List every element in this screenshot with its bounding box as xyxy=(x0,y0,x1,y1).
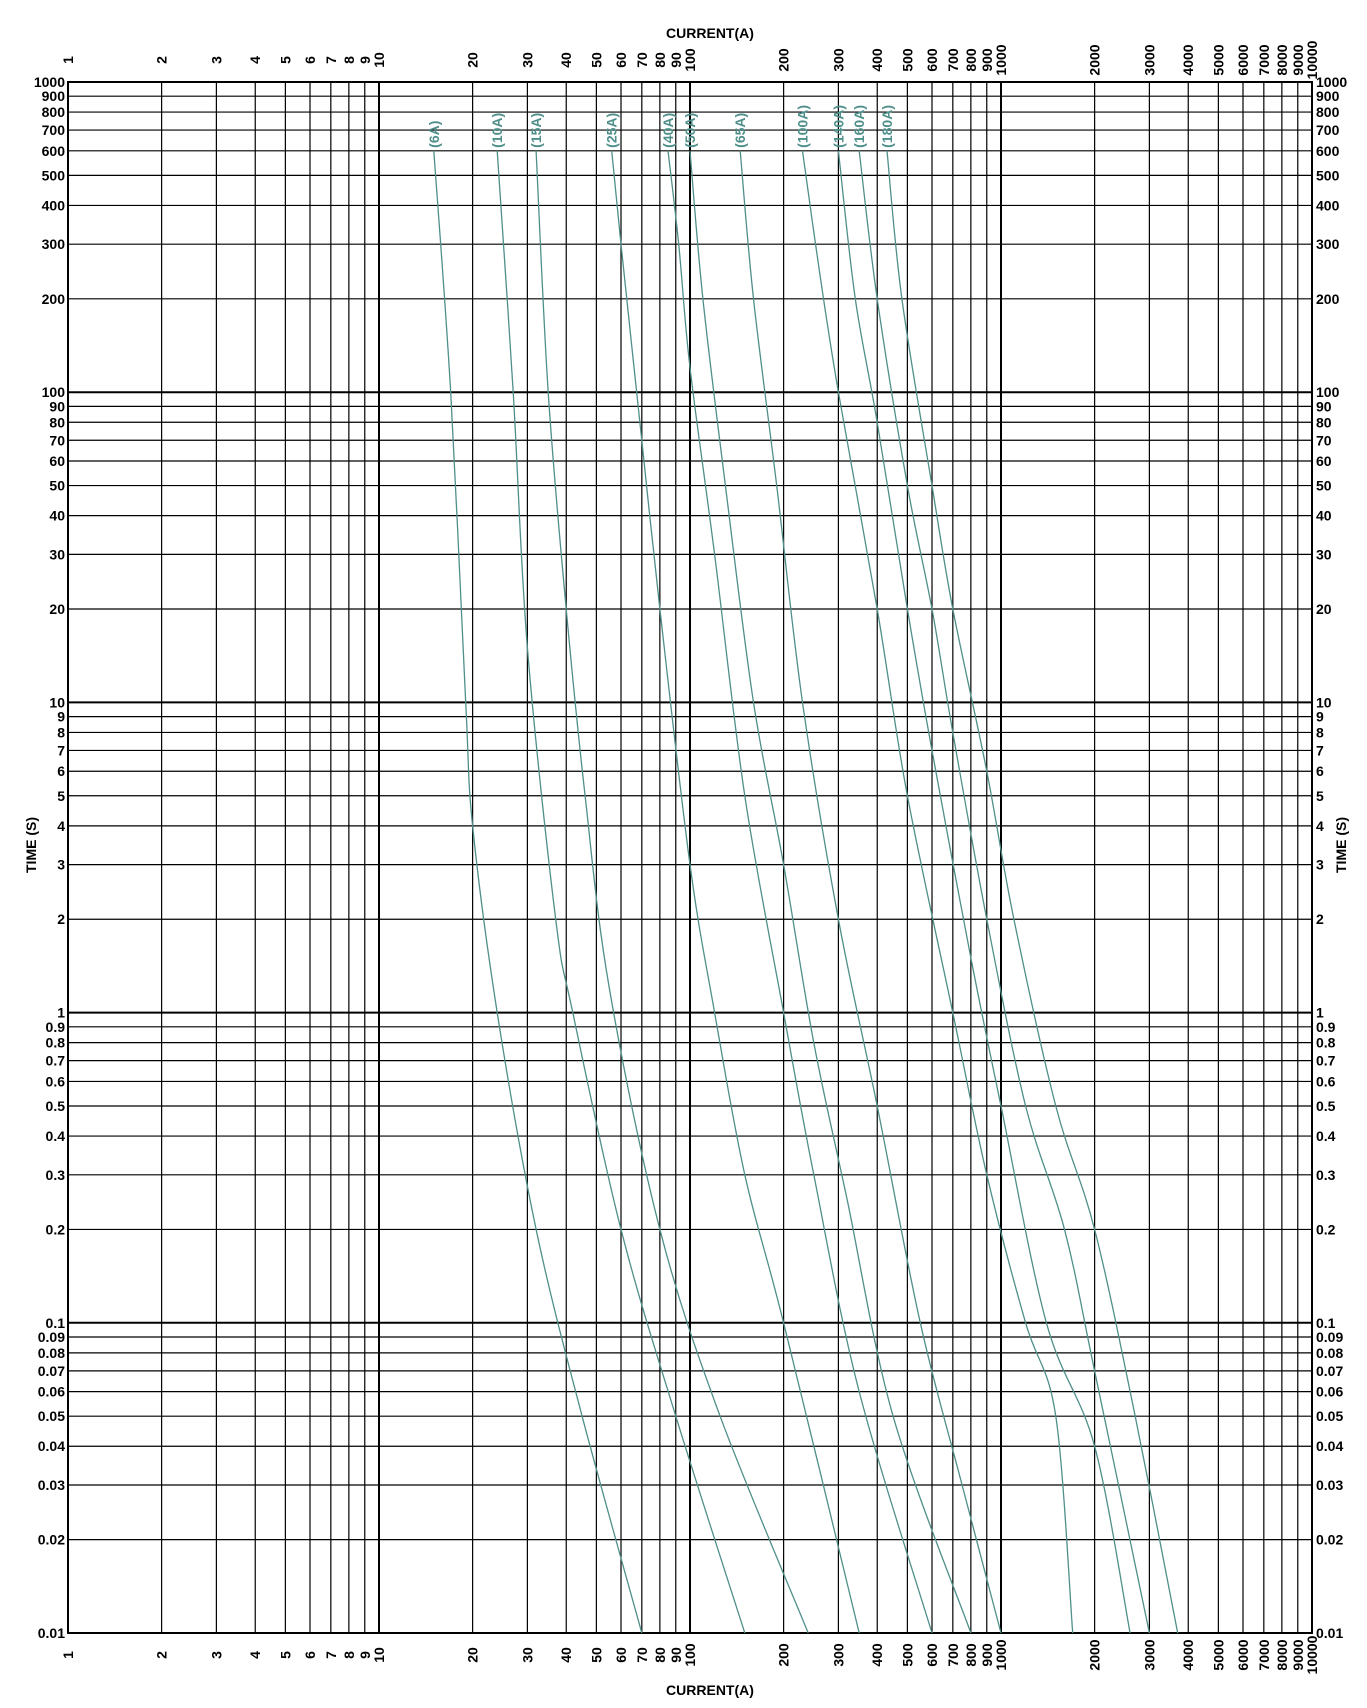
y-tick-label-right: 5 xyxy=(1316,787,1324,804)
y-tick-label-left: 80 xyxy=(49,414,65,431)
y-tick-label-right: 8 xyxy=(1316,724,1324,741)
curve-label: (160A) xyxy=(851,105,868,148)
x-tick-label-top: 800 xyxy=(962,48,979,72)
y-tick-label-left: 2 xyxy=(57,911,65,928)
x-tick-label-bottom: 7 xyxy=(322,1651,339,1659)
x-tick-label-top: 5000 xyxy=(1210,44,1227,76)
x-tick-label-top: 1000 xyxy=(993,44,1009,76)
y-tick-label-left: 70 xyxy=(49,432,65,449)
fuse-curve xyxy=(612,151,860,1633)
x-tick-label-top: 6000 xyxy=(1235,44,1252,76)
x-tick-label-top: 700 xyxy=(944,48,961,72)
y-axis-title-left: TIME (S) xyxy=(23,817,39,873)
curve-label: (180A) xyxy=(879,105,896,148)
y-tick-label-left: 8 xyxy=(57,724,65,741)
y-tick-label-right: 0.1 xyxy=(1316,1314,1336,1331)
y-tick-label-left: 0.09 xyxy=(37,1328,65,1345)
x-tick-label-top: 10 xyxy=(371,52,387,68)
x-tick-label-bottom: 200 xyxy=(775,1643,792,1667)
y-tick-label-right: 0.02 xyxy=(1316,1531,1344,1548)
y-tick-label-left: 40 xyxy=(49,507,65,524)
x-tick-label-top: 90 xyxy=(667,52,684,68)
y-tick-label-right: 200 xyxy=(1316,290,1340,307)
y-tick-label-left: 0.01 xyxy=(37,1625,65,1641)
y-tick-label-right: 1000 xyxy=(1316,74,1348,90)
y-tick-label-left: 600 xyxy=(41,142,65,159)
y-tick-label-left: 0.2 xyxy=(45,1221,65,1238)
curve-label: (40A) xyxy=(660,112,677,148)
y-tick-label-left: 3 xyxy=(57,856,65,873)
x-tick-label-top: 5 xyxy=(277,56,294,64)
y-tick-label-left: 100 xyxy=(41,384,65,401)
x-tick-label-top: 400 xyxy=(869,48,886,72)
fuse-curve xyxy=(690,151,971,1633)
x-tick-label-top: 900 xyxy=(978,48,995,72)
x-tick-label-bottom: 8 xyxy=(340,1651,357,1659)
fuse-curve xyxy=(668,151,932,1633)
y-tick-label-left: 700 xyxy=(41,122,65,139)
curve-label: (15A) xyxy=(528,112,545,148)
y-tick-label-right: 0.2 xyxy=(1316,1221,1336,1238)
x-tick-label-bottom: 10 xyxy=(371,1647,387,1663)
y-tick-label-left: 4 xyxy=(57,817,65,834)
y-tick-label-left: 0.9 xyxy=(45,1018,65,1035)
y-tick-label-left: 0.08 xyxy=(37,1344,65,1361)
y-tick-label-left: 5 xyxy=(57,787,65,804)
y-tick-label-left: 200 xyxy=(41,290,65,307)
fuse-curve xyxy=(838,151,1130,1633)
x-tick-label-top: 500 xyxy=(899,48,916,72)
y-tick-label-right: 0.03 xyxy=(1316,1476,1344,1493)
y-tick-label-left: 900 xyxy=(41,88,65,105)
curve-label: (100A) xyxy=(794,105,811,148)
y-tick-label-right: 50 xyxy=(1316,477,1332,494)
y-tick-label-left: 1000 xyxy=(33,74,65,90)
y-tick-label-right: 80 xyxy=(1316,414,1332,431)
x-tick-label-bottom: 6 xyxy=(302,1651,319,1659)
fuse-curve xyxy=(740,151,1001,1633)
x-tick-label-top: 1 xyxy=(60,56,76,64)
x-tick-label-bottom: 3000 xyxy=(1141,1639,1158,1671)
x-tick-label-bottom: 5 xyxy=(277,1651,294,1659)
x-tick-label-top: 9 xyxy=(356,56,373,64)
y-tick-label-left: 0.04 xyxy=(37,1438,65,1455)
x-tick-label-bottom: 600 xyxy=(924,1643,941,1667)
y-tick-label-left: 60 xyxy=(49,453,65,470)
x-tick-label-top: 8 xyxy=(340,56,357,64)
x-tick-label-top: 7000 xyxy=(1255,44,1272,76)
y-tick-label-right: 800 xyxy=(1316,104,1340,121)
curve-label: (10A) xyxy=(489,112,506,148)
x-tick-label-top: 20 xyxy=(464,52,481,68)
x-tick-label-bottom: 5000 xyxy=(1210,1639,1227,1671)
y-tick-label-left: 0.5 xyxy=(45,1097,65,1114)
x-tick-label-bottom: 90 xyxy=(667,1647,684,1663)
y-tick-label-right: 40 xyxy=(1316,507,1332,524)
y-tick-label-left: 0.07 xyxy=(37,1362,65,1379)
curve-label: (65A) xyxy=(732,112,749,148)
x-tick-label-bottom: 1 xyxy=(60,1651,76,1659)
y-tick-label-left: 90 xyxy=(49,398,65,415)
y-tick-label-left: 0.3 xyxy=(45,1166,65,1183)
x-tick-label-top: 200 xyxy=(775,48,792,72)
curve-label: (25A) xyxy=(603,112,620,148)
y-tick-label-right: 0.01 xyxy=(1316,1625,1344,1641)
y-tick-label-right: 0.07 xyxy=(1316,1362,1344,1379)
y-tick-label-right: 400 xyxy=(1316,197,1340,214)
x-tick-label-bottom: 60 xyxy=(613,1647,630,1663)
x-tick-label-top: 6 xyxy=(302,56,319,64)
fuse-curve xyxy=(803,151,1073,1633)
x-tick-label-bottom: 1000 xyxy=(993,1639,1009,1671)
y-tick-label-left: 50 xyxy=(49,477,65,494)
y-tick-label-right: 0.5 xyxy=(1316,1097,1336,1114)
x-tick-label-bottom: 10000 xyxy=(1304,1635,1320,1675)
x-tick-label-top: 10000 xyxy=(1304,40,1320,80)
x-tick-label-top: 2 xyxy=(153,56,170,64)
y-tick-label-right: 900 xyxy=(1316,88,1340,105)
x-tick-label-top: 100 xyxy=(682,48,698,72)
y-tick-label-right: 10 xyxy=(1316,694,1332,711)
x-axis-title-top: CURRENT(A) xyxy=(666,25,754,41)
x-tick-label-bottom: 7000 xyxy=(1255,1639,1272,1671)
x-tick-label-top: 2000 xyxy=(1086,44,1103,76)
y-tick-label-right: 0.3 xyxy=(1316,1166,1336,1183)
x-tick-label-bottom: 300 xyxy=(830,1643,847,1667)
y-tick-label-left: 0.7 xyxy=(45,1052,65,1069)
curve-label: (140A) xyxy=(830,105,847,148)
x-tick-label-bottom: 2 xyxy=(153,1651,170,1659)
x-tick-label-top: 50 xyxy=(588,52,605,68)
y-axis-title-right: TIME (S) xyxy=(1333,817,1349,873)
y-tick-label-right: 70 xyxy=(1316,432,1332,449)
x-tick-label-bottom: 50 xyxy=(588,1647,605,1663)
x-tick-label-bottom: 9000 xyxy=(1289,1639,1306,1671)
x-tick-label-top: 70 xyxy=(633,52,650,68)
y-tick-label-left: 500 xyxy=(41,167,65,184)
y-tick-label-left: 800 xyxy=(41,104,65,121)
y-tick-label-right: 300 xyxy=(1316,236,1340,253)
y-tick-label-right: 700 xyxy=(1316,122,1340,139)
fuse-curve xyxy=(887,151,1178,1633)
fuse-curve xyxy=(434,151,642,1633)
y-tick-label-left: 0.03 xyxy=(37,1476,65,1493)
x-tick-label-bottom: 40 xyxy=(558,1647,575,1663)
y-tick-label-left: 0.02 xyxy=(37,1531,65,1548)
y-tick-label-right: 3 xyxy=(1316,856,1324,873)
x-tick-label-bottom: 4000 xyxy=(1180,1639,1197,1671)
x-tick-label-top: 8000 xyxy=(1273,44,1290,76)
grid-lines xyxy=(68,82,1312,1633)
x-tick-label-bottom: 100 xyxy=(682,1643,698,1667)
y-tick-label-right: 60 xyxy=(1316,453,1332,470)
x-axis-title-bottom: CURRENT(A) xyxy=(666,1682,754,1698)
x-tick-label-top: 60 xyxy=(613,52,630,68)
x-tick-label-bottom: 80 xyxy=(651,1647,668,1663)
x-tick-label-bottom: 30 xyxy=(519,1647,536,1663)
x-tick-label-top: 7 xyxy=(322,56,339,64)
x-tick-label-top: 4000 xyxy=(1180,44,1197,76)
y-tick-label-right: 1 xyxy=(1316,1004,1324,1021)
x-tick-label-bottom: 9 xyxy=(356,1651,373,1659)
x-tick-label-top: 3000 xyxy=(1141,44,1158,76)
x-tick-label-bottom: 4 xyxy=(247,1651,264,1659)
y-tick-label-left: 1 xyxy=(57,1004,65,1021)
y-tick-label-left: 0.06 xyxy=(37,1383,65,1400)
y-tick-label-left: 0.6 xyxy=(45,1073,65,1090)
y-tick-label-right: 0.7 xyxy=(1316,1052,1336,1069)
y-tick-label-right: 0.09 xyxy=(1316,1328,1344,1345)
y-tick-label-right: 0.4 xyxy=(1316,1128,1336,1145)
y-tick-label-left: 10 xyxy=(49,694,65,711)
curves xyxy=(434,151,1178,1633)
y-tick-label-left: 20 xyxy=(49,601,65,618)
x-tick-label-bottom: 70 xyxy=(633,1647,650,1663)
y-tick-label-right: 600 xyxy=(1316,142,1340,159)
x-tick-label-bottom: 700 xyxy=(944,1643,961,1667)
y-tick-label-right: 0.9 xyxy=(1316,1018,1336,1035)
y-tick-label-left: 400 xyxy=(41,197,65,214)
y-tick-label-right: 2 xyxy=(1316,911,1324,928)
y-tick-label-left: 30 xyxy=(49,546,65,563)
y-tick-label-right: 30 xyxy=(1316,546,1332,563)
y-tick-label-right: 4 xyxy=(1316,817,1324,834)
fuse-curve xyxy=(536,151,808,1633)
x-tick-label-top: 80 xyxy=(651,52,668,68)
y-tick-label-left: 0.05 xyxy=(37,1408,65,1425)
y-tick-label-right: 7 xyxy=(1316,742,1324,759)
x-tick-label-top: 9000 xyxy=(1289,44,1306,76)
x-tick-label-bottom: 2000 xyxy=(1086,1639,1103,1671)
x-tick-label-top: 600 xyxy=(924,48,941,72)
y-tick-label-right: 0.05 xyxy=(1316,1408,1344,1425)
x-tick-label-top: 3 xyxy=(208,56,225,64)
y-tick-label-right: 0.6 xyxy=(1316,1073,1336,1090)
y-tick-label-right: 0.8 xyxy=(1316,1034,1336,1051)
x-tick-label-top: 40 xyxy=(558,52,575,68)
y-tick-label-left: 6 xyxy=(57,763,65,780)
x-tick-label-bottom: 400 xyxy=(869,1643,886,1667)
x-tick-label-top: 4 xyxy=(247,56,264,64)
y-tick-label-left: 9 xyxy=(57,708,65,725)
y-tick-label-right: 20 xyxy=(1316,601,1332,618)
y-tick-label-left: 0.1 xyxy=(45,1314,65,1331)
y-tick-label-left: 300 xyxy=(41,236,65,253)
y-tick-label-right: 90 xyxy=(1316,398,1332,415)
x-tick-label-bottom: 800 xyxy=(962,1643,979,1667)
y-tick-label-right: 100 xyxy=(1316,384,1340,401)
y-tick-label-left: 7 xyxy=(57,742,65,759)
x-tick-label-bottom: 20 xyxy=(464,1647,481,1663)
curve-label: (6A) xyxy=(425,120,442,148)
x-tick-label-bottom: 6000 xyxy=(1235,1639,1252,1671)
y-tick-label-right: 0.08 xyxy=(1316,1344,1344,1361)
x-tick-label-top: 30 xyxy=(519,52,536,68)
y-tick-label-right: 0.06 xyxy=(1316,1383,1344,1400)
curve-label: (50A) xyxy=(682,112,698,148)
y-tick-label-right: 9 xyxy=(1316,708,1324,725)
fuse-curve xyxy=(859,151,1149,1633)
y-tick-label-right: 6 xyxy=(1316,763,1324,780)
y-tick-label-left: 0.8 xyxy=(45,1034,65,1051)
x-tick-label-bottom: 500 xyxy=(899,1643,916,1667)
y-tick-label-right: 0.04 xyxy=(1316,1438,1344,1455)
y-tick-label-left: 0.4 xyxy=(45,1128,65,1145)
x-tick-label-bottom: 3 xyxy=(208,1651,225,1659)
x-tick-label-bottom: 8000 xyxy=(1273,1639,1290,1671)
x-tick-label-bottom: 900 xyxy=(978,1643,995,1667)
x-tick-label-top: 300 xyxy=(830,48,847,72)
y-tick-label-right: 500 xyxy=(1316,167,1340,184)
